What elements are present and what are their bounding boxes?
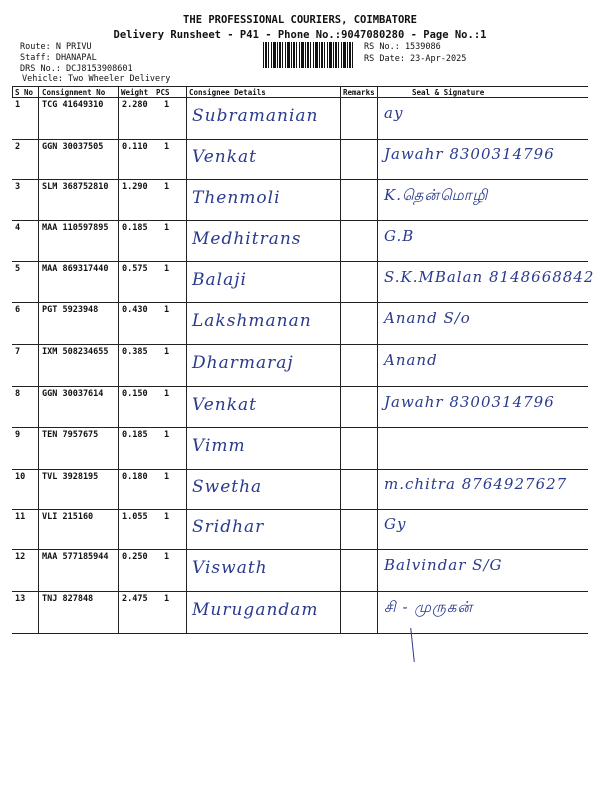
weight: 0.110 [122,142,148,152]
staff-label: Staff: DHANAPAL [20,53,97,63]
weight: 0.150 [122,389,148,399]
barcode [263,42,355,68]
row-sno: 2 [15,142,21,152]
table-row [12,220,588,261]
drs-label: DRS No.: DCJ8153908601 [20,64,133,74]
pcs: 1 [164,594,170,604]
col-weight: Weight [121,88,149,97]
consignment-no: MAA 110597895 [42,223,109,233]
consignee-name: Murugandam [192,600,319,620]
pcs: 1 [164,100,170,110]
row-sno: 11 [15,512,26,522]
signature: G.B [384,226,415,245]
row-divider [12,633,588,634]
consignment-no: MAA 869317440 [42,264,109,274]
consignee-name: Balaji [192,269,247,290]
table-row [12,139,588,179]
row-sno: 10 [15,472,26,482]
signature: சி - முருகன் [384,598,474,616]
consignment-no: SLM 368752810 [42,182,109,192]
table-row [12,344,588,386]
row-sno: 4 [15,223,21,233]
col-consignment: Consignment No [42,88,106,97]
table-row [12,549,588,591]
consignment-no: IXM 508234655 [42,347,109,357]
table-row [12,591,588,633]
pcs: 1 [164,264,170,274]
pcs: 1 [164,305,170,315]
consignment-no: TEN 7957675 [42,430,99,440]
rs-number: RS No.: 1539086 [364,42,441,52]
table-row [12,386,588,427]
consignee-name: Subramanian [192,106,319,126]
pcs: 1 [164,389,170,399]
row-sno: 6 [15,305,21,315]
signature: Gy [384,515,407,533]
runsheet-subtitle: Delivery Runsheet - P41 - Phone No.:9047080280 - Page No.:1 [113,29,487,41]
row-sno: 7 [15,347,21,357]
weight: 2.280 [122,100,148,110]
col-signature: Seal & Signature [412,88,485,97]
row-sno: 12 [15,552,26,562]
table-row [12,469,588,509]
col-sno: S No [15,88,34,97]
consignee-name: Lakshmanan [192,311,312,331]
pcs: 1 [164,552,170,562]
pcs: 1 [164,430,170,440]
pcs: 1 [164,142,170,152]
consignment-no: MAA 577185944 [42,552,109,562]
signature: Jawahr 8300314796 [384,145,555,163]
route-label: Route: N PRIVU [20,42,92,52]
consignee-name: Venkat [192,147,257,167]
weight: 0.185 [122,430,148,440]
signature: m.chitra 8764927627 [384,475,568,493]
signature: Anand [384,351,438,369]
table-row [12,97,588,139]
pcs: 1 [164,223,170,233]
consignee-name: Thenmoli [192,187,281,208]
pcs: 1 [164,472,170,482]
weight: 0.385 [122,347,148,357]
row-sno: 1 [15,100,21,110]
company-title: THE PROFESSIONAL COURIERS, COIMBATORE [183,14,417,26]
table-row [12,261,595,302]
signature: S.K.MBalan 8148668842 [384,267,595,286]
col-remarks: Remarks [343,88,375,97]
signature: Jawahr 8300314796 [384,392,555,411]
table-row [12,179,588,220]
col-consignee: Consignee Details [189,88,266,97]
weight: 0.430 [122,305,148,315]
pcs: 1 [164,182,170,192]
row-sno: 3 [15,182,21,192]
consignment-no: GGN 30037505 [42,142,104,152]
signature: K.தென்மொழி [384,185,489,204]
table-row [12,509,588,549]
consignee-name: Medhitrans [192,228,302,249]
weight: 2.475 [122,594,148,604]
weight: 0.575 [122,264,148,274]
pcs: 1 [164,347,170,357]
weight: 0.185 [122,223,148,233]
weight: 1.290 [122,182,148,192]
row-sno: 8 [15,389,21,399]
consignment-no: TVL 3928195 [42,472,99,482]
consignment-no: TCG 41649310 [42,100,104,110]
weight: 1.055 [122,512,148,522]
consignee-name: Vimm [192,436,246,456]
weight: 0.250 [122,552,148,562]
row-sno: 9 [15,430,21,440]
rs-date: RS Date: 23-Apr-2025 [364,54,467,64]
row-sno: 5 [15,264,21,274]
runsheet-table [12,86,595,634]
consignment-no: GGN 30037614 [42,389,104,399]
weight: 0.180 [122,472,148,482]
consignee-name: Dharmaraj [192,353,294,373]
col-pcs: PCS [156,88,170,97]
signature: Balvindar S/G [384,556,503,574]
table-row [12,302,588,344]
consignment-no: TNJ 827848 [42,594,94,604]
consignment-no: VLI 215160 [42,512,94,522]
consignee-name: Sridhar [192,517,265,537]
vehicle-label: Vehicle: Two Wheeler Delivery [22,74,171,84]
consignee-name: Viswath [192,558,268,578]
signature: ay [384,104,404,122]
pcs: 1 [164,512,170,522]
signature: Anand S/o [384,309,471,327]
consignee-name: Venkat [192,394,257,415]
consignee-name: Swetha [192,477,263,497]
table-row [12,427,588,469]
row-sno: 13 [15,594,26,604]
consignment-no: PGT 5923948 [42,305,99,315]
